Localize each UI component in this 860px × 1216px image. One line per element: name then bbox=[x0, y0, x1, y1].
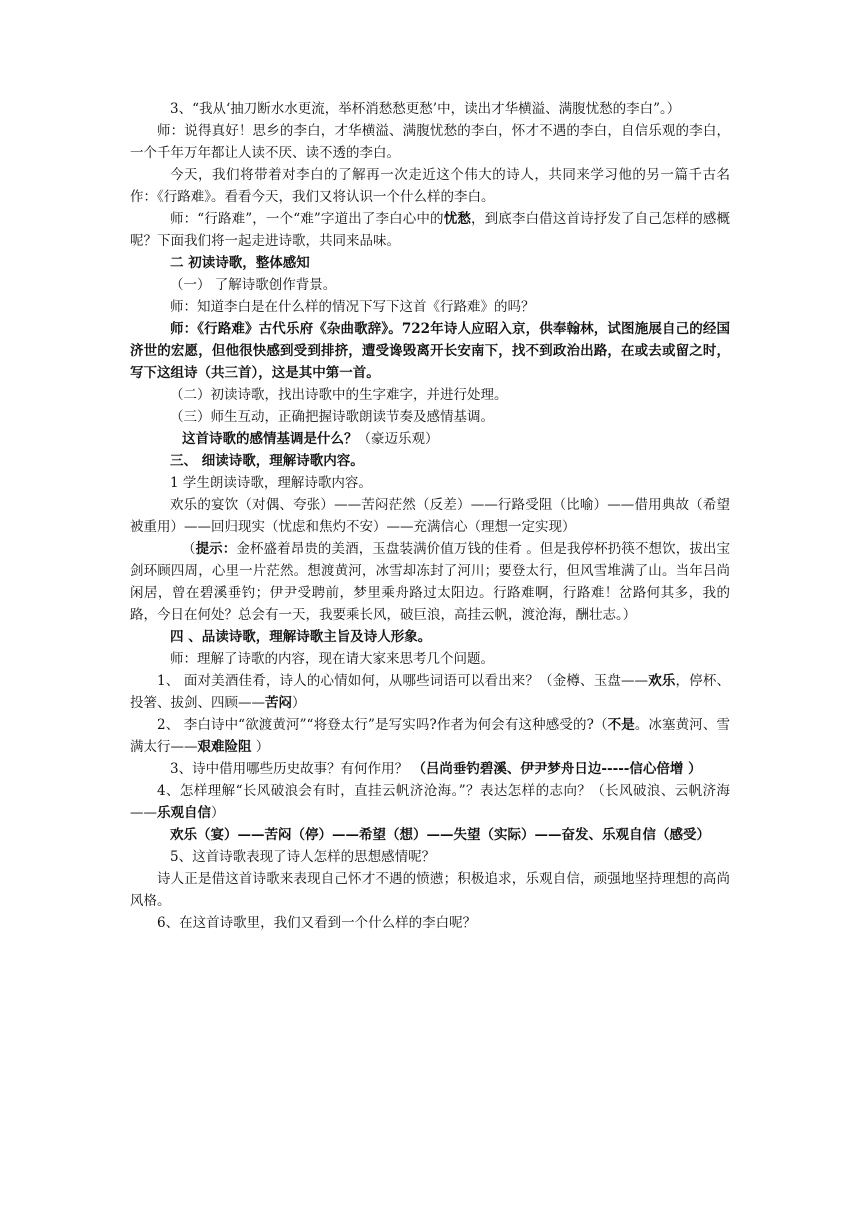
bold-text: 艰难险阻 bbox=[197, 739, 252, 755]
document-body bbox=[130, 98, 730, 934]
bold-text: 欢乐（宴）——苦闷（停）——希望（想）——失望（实际）——奋发、乐观自信（感受） bbox=[170, 827, 710, 843]
paragraph bbox=[130, 252, 730, 274]
paragraph bbox=[130, 164, 730, 208]
text-run: 6、在这首诗歌里，我们又看到一个什么样的李白呢？ bbox=[157, 915, 477, 931]
bold-text: 苦闷 bbox=[265, 695, 292, 711]
paragraph bbox=[130, 274, 730, 296]
text-run: 师：“行路难”，一个“难”字道出了李白心中的 bbox=[170, 211, 444, 227]
paragraph bbox=[130, 296, 730, 318]
text-run: 诗人正是借这首诗歌来表现自己怀才不遇的愤懑；积极追求，乐观自信，顽强地坚持理想的高尚风格。 bbox=[130, 871, 730, 909]
text-run: 师：说得真好！思乡的李白，才华横溢、满腹忧愁的李白，怀才不遇的李白，自信乐观的李白，一个千年万年都让人读不厌、读不透的李白。 bbox=[130, 123, 730, 161]
paragraph bbox=[130, 912, 730, 934]
bold-text: 二 初读诗歌，整体感知 bbox=[170, 255, 310, 271]
text-run: 。冰塞黄河、雪满太行—— bbox=[130, 717, 730, 755]
text-run: ） bbox=[211, 805, 225, 821]
paragraph bbox=[130, 538, 730, 626]
paragraph bbox=[130, 208, 730, 252]
paragraph bbox=[130, 98, 730, 120]
text-run: （一） 了解诗歌创作背景。 bbox=[170, 277, 337, 293]
paragraph bbox=[130, 120, 730, 164]
text-run: 欢乐的宴饮（对偶、夸张）——苦闷茫然（反差）——行路受阻（比喻）——借用典故（希望被重用）——回归现实（忧虑和焦灼不安）——充满信心（理想一定实现） bbox=[130, 497, 730, 535]
text-run: 1 学生朗读诗歌，理解诗歌内容。 bbox=[170, 475, 372, 491]
paragraph bbox=[130, 780, 730, 824]
paragraph bbox=[130, 406, 730, 428]
bold-text: 忧愁 bbox=[443, 211, 471, 227]
text-run: 师：理解了诗歌的内容，现在请大家来思考几个问题。 bbox=[170, 651, 494, 667]
text-run: ） bbox=[251, 739, 270, 755]
paragraph bbox=[130, 494, 730, 538]
bold-text: 乐观自信 bbox=[157, 805, 211, 821]
text-run: （豪迈乐观） bbox=[357, 431, 439, 447]
text-run: 师：知道李白是在什么样的情况下写下这首《行路难》的吗？ bbox=[170, 299, 535, 315]
bold-text: （吕尚垂钓碧溪、伊尹梦舟日边-----信心倍增 ） bbox=[412, 761, 702, 777]
text-run: 5、这首诗歌表现了诗人怎样的思想感情呢？ bbox=[170, 849, 436, 865]
bold-text: 提示： bbox=[195, 541, 237, 557]
text-run: 2、 李白诗中“欲渡黄河”“将登太行”是写实吗?作者为何会有这种感受的?（ bbox=[157, 717, 608, 733]
paragraph bbox=[130, 450, 730, 472]
text-run: ，停杯、投箸、拔剑、四顾—— bbox=[130, 673, 730, 711]
paragraph bbox=[130, 824, 730, 846]
bold-text: 欢乐 bbox=[648, 673, 676, 689]
text-run: ，到底李白借这首诗抒发了自己怎样的感概呢？下面我们将一起走进诗歌，共同来品味。 bbox=[130, 211, 731, 249]
paragraph bbox=[130, 428, 730, 450]
text-run: 1、 面对美酒佳肴，诗人的心情如何，从哪些词语可以看出来？（金樽、玉盘—— bbox=[157, 673, 649, 689]
text-run: 3、诗中借用哪些历史故事？有何作用？ bbox=[170, 761, 413, 777]
bold-text: 四 、品读诗歌，理解诗歌主旨及诗人形象。 bbox=[170, 629, 432, 645]
paragraph bbox=[130, 670, 730, 714]
bold-text: 不是 bbox=[607, 717, 635, 733]
paragraph bbox=[130, 626, 730, 648]
paragraph bbox=[130, 868, 730, 912]
text-run: （三）师生互动，正确把握诗歌朗读节奏及感情基调。 bbox=[170, 409, 494, 425]
paragraph bbox=[130, 472, 730, 494]
bold-text: 这首诗歌的感情基调是什么？ bbox=[182, 431, 358, 447]
text-run: 3、“我从‘抽刀断水水更流，举杯消愁愁更愁’中，读出才华横溢、满腹忧愁的李白”。） bbox=[170, 101, 681, 117]
paragraph bbox=[130, 384, 730, 406]
text-run: 金杯盛着昂贵的美酒，玉盘装满价值万钱的佳肴 。但是我停杯扔筷不想饮，拔出宝剑环顾四周，心里一片茫然。想渡黄河，冰雪却冻封了河川；要登太行，但风雪堆满了山。当年吕尚闲居，曾在碧溪垂钓；伊尹受聘前，梦里乘舟路过太阳边。行路难啊，行路难！岔路何其多，我的路，今日在何处？总会有一天，我要乘长风，破巨浪，高挂云帆，渡沧海，酬壮志。） bbox=[130, 541, 730, 623]
bold-text: 师：《行路难》古代乐府《杂曲歌辞》。722年诗人应昭入京，供奉翰林，试图施展自己的经国济世的宏愿，但他很快感到受到排挤，遭受谗毁离开长安南下，找不到政治出路，在或去或留之时，写下这组诗（共三首），这是其中第一首。 bbox=[130, 321, 730, 381]
paragraph bbox=[130, 758, 730, 780]
paragraph bbox=[130, 648, 730, 670]
text-run: 今天，我们将带着对李白的了解再一次走近这个伟大的诗人，共同来学习他的另一篇千古名作：《行路难》。看看今天，我们又将认识一个什么样的李白。 bbox=[130, 167, 730, 205]
text-run: （二）初读诗歌，找出诗歌中的生字难字，并进行处理。 bbox=[170, 387, 508, 403]
bold-text: 三、 细读诗歌，理解诗歌内容。 bbox=[170, 453, 364, 469]
text-run: （ bbox=[182, 541, 196, 557]
paragraph bbox=[130, 318, 730, 384]
paragraph bbox=[130, 714, 730, 758]
paragraph bbox=[130, 846, 730, 868]
text-run: ） bbox=[292, 695, 306, 711]
text-run: 4、怎样理解“长风破浪会有时，直挂云帆济沧海。”？表达怎样的志向？（长风破浪、云帆济海—— bbox=[130, 783, 730, 821]
